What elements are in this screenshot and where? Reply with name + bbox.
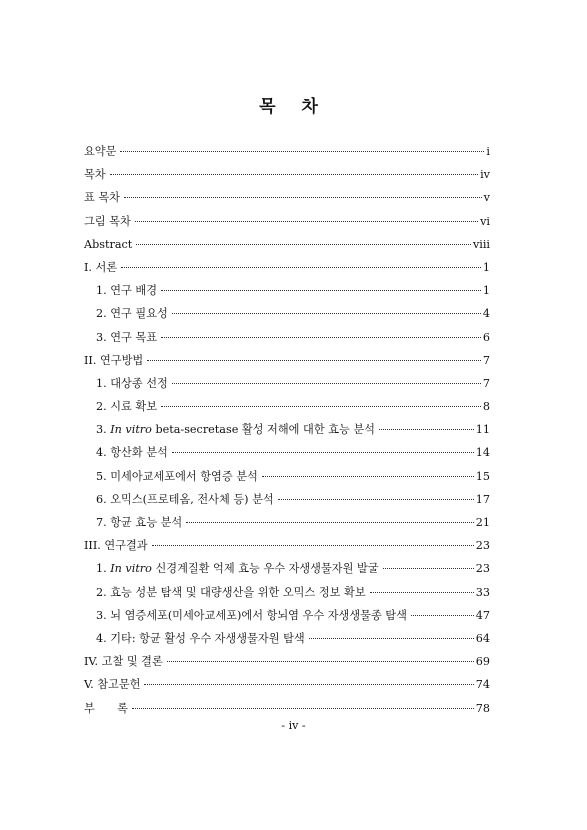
toc-entry-label: 요약문 [84, 145, 117, 158]
toc-entry[interactable] [84, 604, 490, 627]
toc-entry-page: v [483, 191, 490, 205]
toc-leader-dots [110, 174, 478, 175]
toc-leader-dots [172, 452, 474, 453]
toc-entry-page: 69 [475, 655, 490, 669]
toc-leader-dots [379, 429, 474, 430]
toc-leader-dots [147, 360, 481, 361]
toc-entry-page: 17 [475, 492, 490, 506]
toc-leader-dots [383, 568, 474, 569]
toc-entry-page: 15 [475, 469, 490, 483]
toc-leader-dots [161, 290, 481, 291]
toc-entry-page: 47 [475, 608, 490, 622]
toc-entry-page: 64 [475, 631, 490, 645]
toc-entry-label: 그림 목차 [84, 214, 131, 228]
toc-entry[interactable] [84, 326, 490, 349]
toc-entry[interactable] [84, 349, 490, 372]
toc-leader-dots [144, 684, 473, 685]
toc-entry[interactable] [84, 186, 490, 209]
toc-leader-dots [124, 197, 482, 198]
toc-entry-page: 78 [475, 701, 490, 715]
toc-entry-page: 7 [482, 353, 490, 367]
toc-entry-page: 74 [475, 678, 490, 692]
toc-entry[interactable] [84, 627, 490, 650]
toc-entry-page: 1 [482, 260, 490, 274]
toc-entry[interactable] [84, 488, 490, 511]
toc-entry-label: 2. 연구 필요성 [96, 307, 168, 321]
toc-leader-dots [309, 638, 474, 639]
toc-entry-label: 6. 오믹스(프로테옴, 전사체 등) 분석 [96, 492, 274, 506]
toc-entry-label: IV. 고찰 및 결론 [84, 655, 163, 669]
toc-entry[interactable] [84, 673, 490, 696]
toc-entry-label: 3. 연구 목표 [96, 330, 158, 344]
toc-entry-label: 2. 효능 성분 탐색 및 대량생산을 위한 오믹스 정보 확보 [96, 585, 366, 599]
toc-leader-dots [161, 337, 481, 338]
toc-leader-dots [167, 661, 474, 662]
table-of-contents [84, 140, 490, 720]
toc-entry[interactable] [84, 163, 490, 186]
toc-entry-label: 1. 연구 배경 [96, 284, 158, 298]
toc-entry[interactable] [84, 441, 490, 464]
toc-entry-page: 6 [482, 330, 490, 344]
toc-entry-page: 33 [475, 585, 490, 599]
toc-entry[interactable] [84, 697, 490, 720]
toc-entry-label: 목차 [84, 168, 106, 182]
toc-entry[interactable] [84, 465, 490, 488]
toc-entry[interactable] [84, 395, 490, 418]
toc-entry-page: i [486, 145, 490, 158]
toc-entry-label: 3. 뇌 염증세포(미세아교세포)에서 항뇌염 우수 자생생물종 탐색 [96, 608, 407, 622]
toc-leader-dots [278, 499, 474, 500]
toc-leader-dots [120, 151, 484, 152]
toc-leader-dots [411, 615, 474, 616]
toc-entry[interactable] [84, 256, 490, 279]
toc-entry-page: 8 [482, 400, 490, 414]
toc-leader-dots [136, 244, 471, 245]
toc-entry[interactable] [84, 650, 490, 673]
toc-leader-dots [262, 476, 474, 477]
toc-entry-page: 14 [475, 446, 490, 460]
toc-entry-label: 4. 항산화 분석 [96, 446, 168, 460]
toc-entry-page: iv [480, 168, 490, 182]
toc-entry-label: Abstract [84, 237, 133, 251]
toc-entry-label: 1. 대상종 선정 [96, 376, 168, 390]
toc-entry-page: 1 [482, 284, 490, 298]
toc-entry-page: vi [480, 214, 490, 228]
toc-leader-dots [161, 406, 481, 407]
toc-entry-label: 4. 기타: 항균 활성 우수 자생생물자원 탐색 [96, 631, 305, 645]
toc-entry-label: II. 연구방법 [84, 353, 144, 367]
toc-entry[interactable] [84, 233, 490, 256]
toc-entry-page: 23 [475, 539, 490, 553]
toc-entry[interactable] [84, 140, 490, 163]
toc-leader-dots [172, 383, 481, 384]
toc-entry[interactable] [84, 557, 490, 580]
toc-entry-page: 11 [475, 423, 490, 437]
toc-entry[interactable] [84, 302, 490, 325]
toc-entry-label: V. 참고문헌 [84, 678, 141, 692]
toc-entry-label: III. 연구결과 [84, 539, 148, 553]
toc-entry-page: viii [472, 237, 490, 251]
toc-entry-label: 표 목차 [84, 191, 120, 205]
toc-entry[interactable] [84, 581, 490, 604]
page-title: 목 차 [259, 97, 328, 117]
page-number: - iv - [281, 719, 306, 732]
toc-leader-dots [132, 708, 474, 709]
toc-leader-dots [172, 313, 481, 314]
toc-entry-label: 1. In vitro 신경계질환 억제 효능 우수 자생생물자원 발굴 [96, 562, 379, 576]
toc-entry-label: 5. 미세아교세포에서 항염증 분석 [96, 469, 258, 483]
toc-entry-page: 21 [475, 516, 490, 529]
toc-leader-dots [152, 545, 474, 546]
toc-entry[interactable] [84, 418, 490, 441]
toc-entry[interactable] [84, 210, 490, 233]
toc-leader-dots [370, 592, 474, 593]
toc-entry[interactable] [84, 279, 490, 302]
toc-entry-page: 4 [482, 307, 490, 321]
toc-entry-label: 부 록 [84, 701, 128, 715]
toc-entry-page: 7 [482, 376, 490, 390]
toc-leader-dots [121, 267, 481, 268]
toc-entry[interactable] [84, 372, 490, 395]
toc-entry-label: I. 서론 [84, 260, 118, 274]
toc-leader-dots [186, 522, 474, 523]
toc-entry[interactable] [84, 511, 490, 534]
toc-leader-dots [135, 221, 478, 222]
toc-entry[interactable] [84, 534, 490, 557]
toc-entry-label: 7. 항균 효능 분석 [96, 516, 183, 529]
toc-entry-label: 2. 시료 확보 [96, 400, 158, 414]
toc-entry-page: 23 [475, 562, 490, 576]
toc-entry-label: 3. In vitro beta-secretase 활성 저해에 대한 효능 분석 [96, 423, 375, 437]
